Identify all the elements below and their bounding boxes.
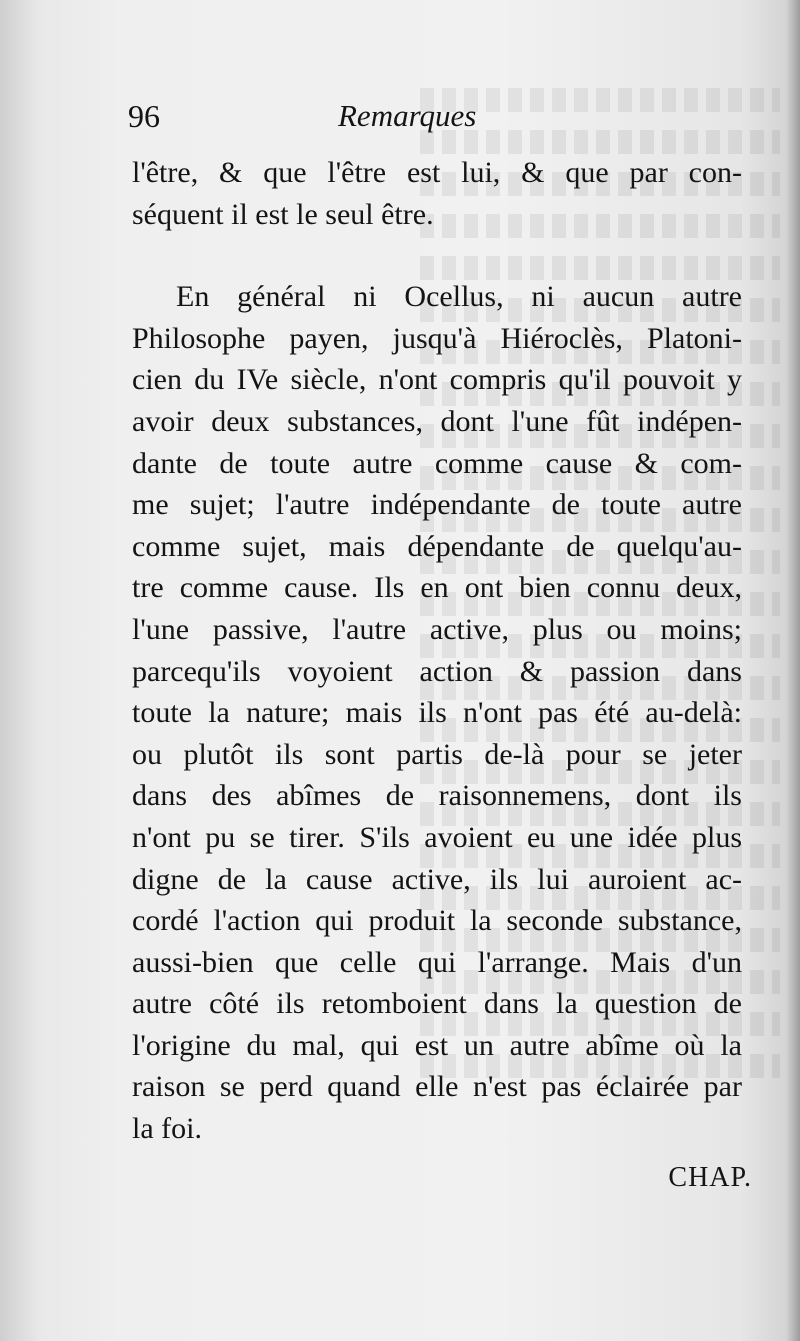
text-line: me sujet; l'autre indépendante de toute autre	[132, 488, 742, 522]
text-line: dans des abîmes de raisonnemens, dont ils	[132, 779, 742, 813]
text-line: Philosophe payen, jusqu'à Hiéroclès, Platoni-	[132, 321, 742, 355]
body-text	[132, 152, 742, 1150]
text-line: En général ni Ocellus, ni aucun autre	[176, 280, 742, 314]
text-line: raison se perd quand elle n'est pas éclairée par	[132, 1070, 742, 1104]
text-line: comme sujet, mais dépendante de quelqu'au-	[132, 529, 742, 563]
text-line: n'ont pu se tirer. S'ils avoient eu une idée plus	[132, 820, 742, 854]
text-line: digne de la cause active, ils lui auroient ac-	[132, 862, 742, 896]
text-line: la foi.	[132, 1112, 202, 1146]
catchword: CHAP.	[668, 1162, 752, 1193]
text-line: l'une passive, l'autre active, plus ou moins;	[132, 612, 742, 646]
text-line: l'être, & que l'être est lui, & que par con-	[132, 156, 742, 189]
text-line: tre comme cause. Ils en ont bien connu deux,	[132, 571, 742, 605]
text-line: ou plutôt ils sont partis de-là pour se jeter	[132, 737, 742, 771]
text-line: avoir deux substances, dont l'une fût indépen-	[132, 404, 742, 438]
page-number: 96	[128, 98, 160, 134]
text-line: cordé l'action qui produit la seconde substance,	[132, 904, 742, 938]
text-line: toute la nature; mais ils n'ont pas été au-delà:	[132, 696, 742, 730]
text-line: séquent il est le seul être.	[132, 197, 434, 231]
text-line: l'origine du mal, qui est un autre abîme où la	[132, 1028, 742, 1062]
text-line: dante de toute autre comme cause & com-	[132, 446, 742, 480]
running-head: Remarques	[338, 98, 477, 133]
text-line: cien du IVe siècle, n'ont compris qu'il pouvoit y	[132, 363, 742, 397]
text-line: aussi-bien que celle qui l'arrange. Mais d'un	[132, 945, 742, 979]
paragraph-1	[132, 152, 742, 235]
paragraph-2	[132, 276, 742, 1149]
text-line: autre côté ils retomboient dans la question de	[132, 987, 742, 1021]
page-edge-shadow	[786, 0, 800, 1341]
page-header	[128, 98, 748, 148]
text-line: parcequ'ils voyoient action & passion dans	[132, 654, 742, 688]
